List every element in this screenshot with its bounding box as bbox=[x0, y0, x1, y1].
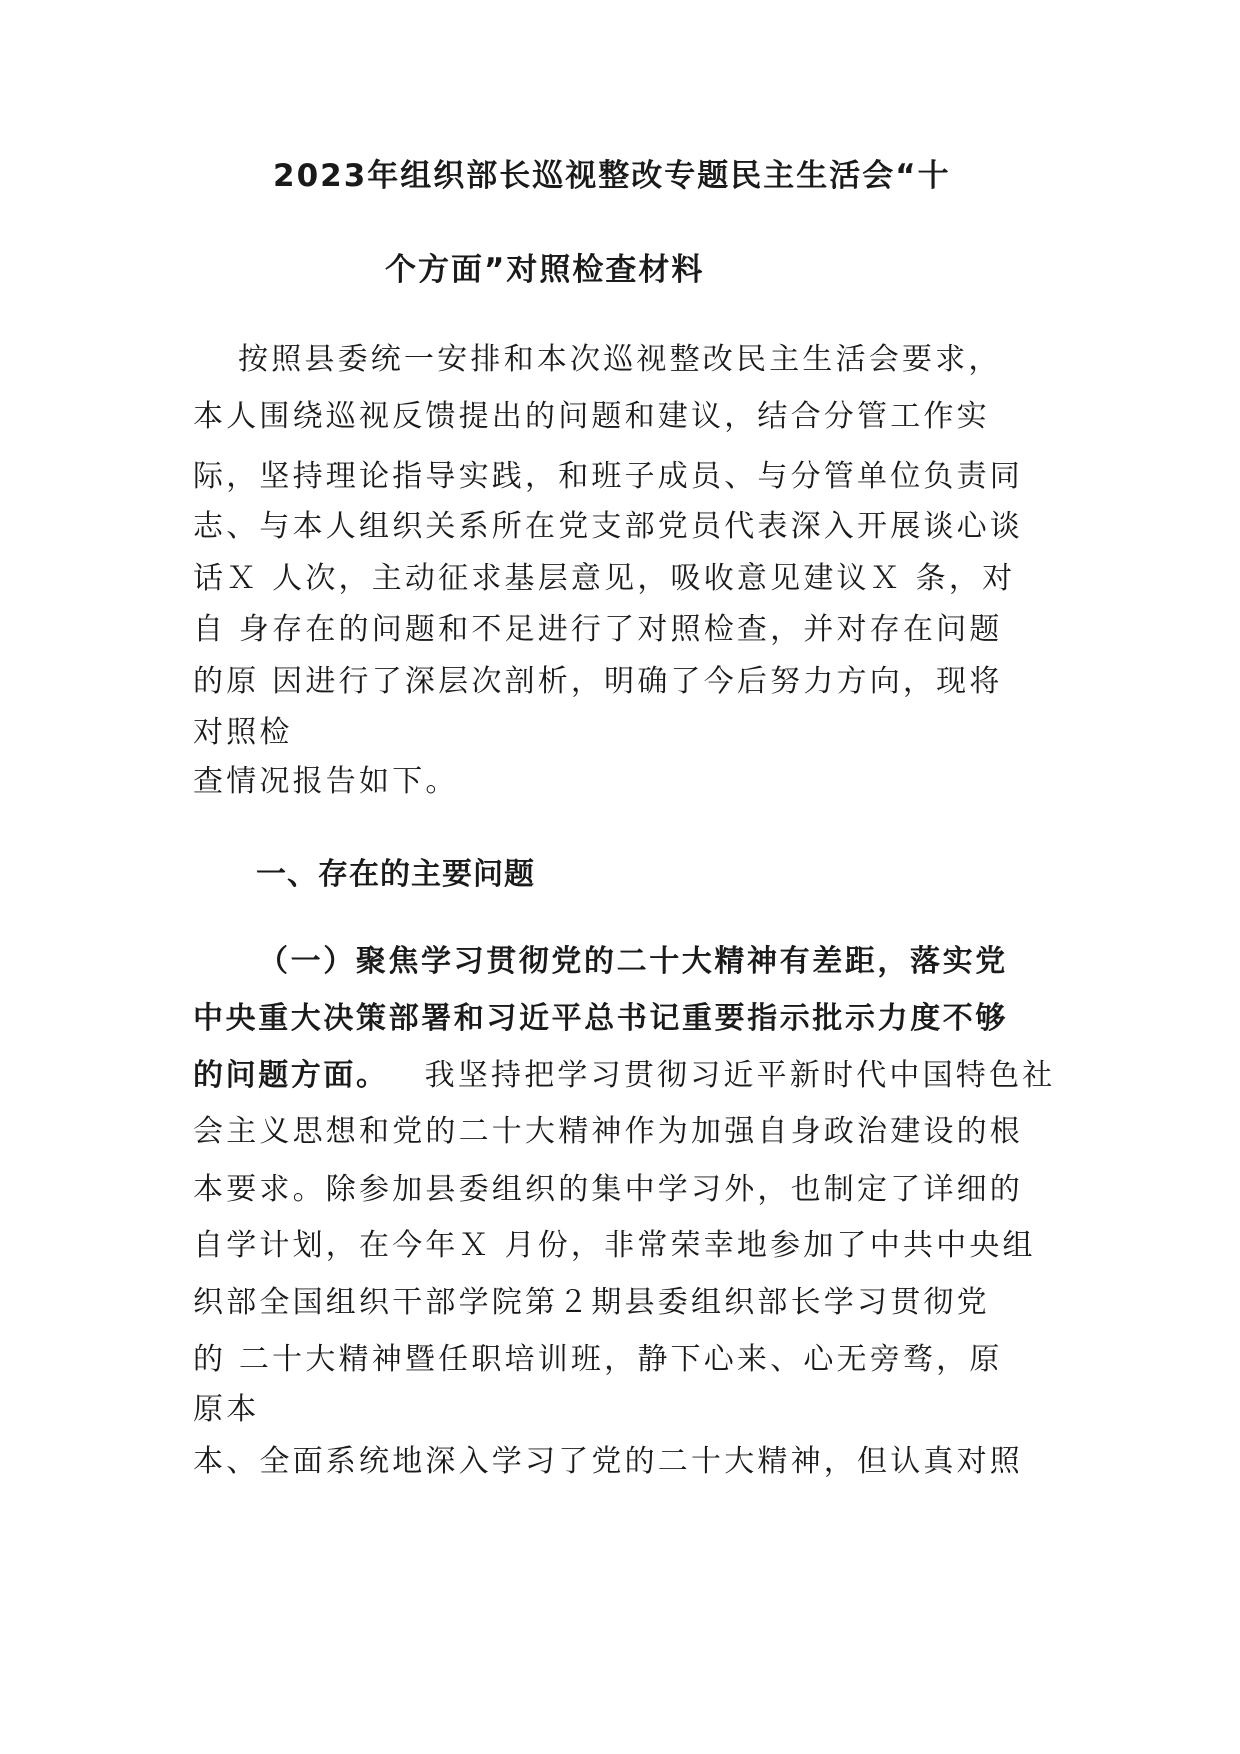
document-title-line-1: 2023年组织部长巡视整改专题民主生活会“十 bbox=[273, 158, 951, 194]
subsection-heading-line: （一）聚焦学习贯彻党的二十大精神有差距，落实党 bbox=[258, 944, 1008, 979]
intro-paragraph-line: 话Ｘ 人次，主动征求基层意见，吸收意见建议Ｘ 条，对 bbox=[193, 561, 1016, 596]
subsection-body-line: 原本 bbox=[193, 1392, 260, 1427]
intro-paragraph-line: 对照检 bbox=[193, 715, 293, 750]
subsection-body-line: 会主义思想和党的二十大精神作为加强自身政治建设的根 bbox=[193, 1114, 1023, 1149]
intro-paragraph-line: 查情况报告如下。 bbox=[193, 764, 459, 799]
document-title-line-2: 个方面”对照检查材料 bbox=[385, 252, 705, 288]
intro-paragraph-line: 际，坚持理论指导实践，和班子成员、与分管单位负责同 bbox=[193, 459, 1023, 494]
subsection-body-line: 的 二十大精神暨任职培训班，静下心来、心无旁骛，原 bbox=[193, 1342, 1003, 1377]
subsection-mixed-line bbox=[193, 1056, 1055, 1096]
subsection-body-line: 自学计划，在今年Ｘ 月份，非常荣幸地参加了中共中央组 bbox=[193, 1228, 1036, 1263]
subsection-body-line: 织部全国组织干部学院第２期县委组织部长学习贯彻党 bbox=[193, 1285, 990, 1320]
subsection-body-start: 我坚持把学习贯彻习近平新时代中国特色社 bbox=[424, 1058, 1056, 1093]
intro-paragraph-line: 自 身存在的问题和不足进行了对照检查，并对存在问题 bbox=[193, 612, 1003, 647]
subsection-heading-line: 中央重大决策部署和习近平总书记重要指示批示力度不够 bbox=[193, 1001, 1008, 1036]
intro-paragraph-line: 的原 因进行了深层次剖析，明确了今后努力方向，现将 bbox=[193, 664, 1003, 699]
subsection-body-line: 本要求。除参加县委组织的集中学习外，也制定了详细的 bbox=[193, 1172, 1023, 1207]
intro-paragraph-line: 按照县委统一安排和本次巡视整改民主生活会要求， bbox=[238, 342, 1002, 377]
intro-paragraph-line: 本人围绕巡视反馈提出的问题和建议，结合分管工作实 bbox=[193, 399, 990, 434]
subsection-heading-end: 的问题方面。 bbox=[193, 1058, 389, 1093]
subsection-body-line: 本、全面系统地深入学习了党的二十大精神，但认真对照 bbox=[193, 1444, 1023, 1479]
intro-paragraph-line: 志、与本人组织关系所在党支部党员代表深入开展谈心谈 bbox=[193, 509, 1023, 544]
section-heading: 一、存在的主要问题 bbox=[256, 857, 535, 892]
